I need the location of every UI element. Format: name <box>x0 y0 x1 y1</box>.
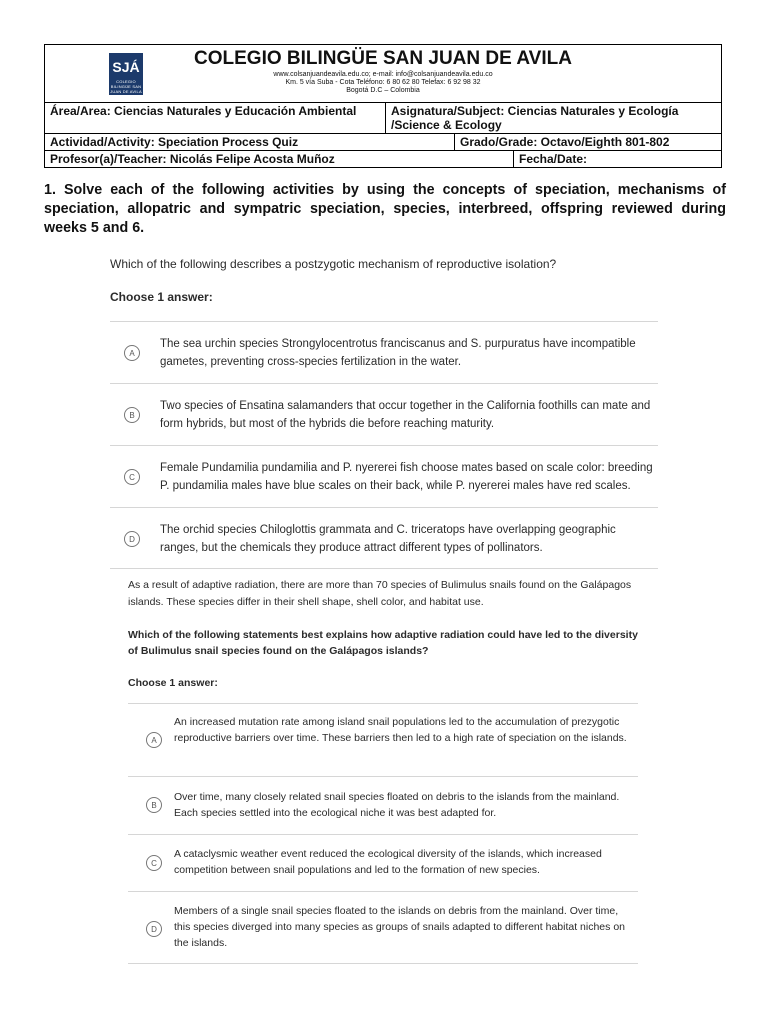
option-text: The sea urchin species Strongylocentrotus franciscanus and S. purpuratus have incompatible gametes, preventing cross-species fertilization in the water. <box>160 338 636 368</box>
answer-option-d[interactable] <box>110 507 658 569</box>
header-row-area <box>45 103 721 134</box>
answer-option-b[interactable] <box>110 383 658 445</box>
school-name: COLEGIO BILINGÜE SAN JUAN DE AVILA <box>194 48 572 69</box>
answer-option-a[interactable] <box>128 703 638 776</box>
option-radio-b[interactable]: B <box>124 407 140 423</box>
option-text: An increased mutation rate among island snail populations led to the accumulation of prezygotic reproductive barriers over time. These barriers then led to a high rate of speciation on the islands. <box>174 716 627 744</box>
contact-line: Km. 5 vía Suba - Cota Teléfono: 6 80 62 80 Telefax: 6 92 98 32 <box>285 79 481 86</box>
question-1 <box>110 256 658 569</box>
school-banner <box>45 45 721 103</box>
subject-cell: Asignatura/Subject: Ciencias Naturales y Ecología /Science & Ecology <box>385 103 721 133</box>
contact-line: Bogotá D.C – Colombia <box>346 87 420 94</box>
option-radio-a[interactable]: A <box>124 345 140 361</box>
option-text: The orchid species Chiloglottis grammata and C. triceratops have overlapping geographic ranges, but the chemicals they produce attract different types of pollinators. <box>160 524 616 554</box>
instructions: 1. Solve each of the following activities by using the concepts of speciation, mechanisms of speciation, allopatric and sympatric speciation, species, interbreed, offspring reviewed during weeks 5 and 6. <box>44 182 726 236</box>
logo-text: SJÁ <box>112 59 140 75</box>
header-row-teacher <box>45 151 721 167</box>
question-2-intro: As a result of adaptive radiation, there are more than 70 species of Bulimulus snails found on the Galápagos islands. These species differ in their shell shape, shell color, and habitat use. <box>128 579 632 608</box>
school-contact <box>45 71 721 95</box>
option-radio-d[interactable]: D <box>146 921 162 937</box>
grade-cell: Grado/Grade: Octavo/Eighth 801-802 <box>454 134 721 150</box>
date-cell: Fecha/Date: <box>513 151 721 167</box>
area-cell: Área/Area: Ciencias Naturales y Educación Ambiental <box>50 104 357 118</box>
option-text: Two species of Ensatina salamanders that occur together in the California foothills can mate and form hybrids, but most of the hybrids die before reaching maturity. <box>160 400 651 430</box>
document-header <box>44 44 722 168</box>
option-radio-d[interactable]: D <box>124 531 140 547</box>
option-text: A cataclysmic weather event reduced the ecological diversity of the islands, which increased competition between snail populations and led to the formation of new species. <box>174 848 602 876</box>
question-2-title: Which of the following statements best explains how adaptive radiation could have led to the diversity of Bulimulus snail species found on the Galápagos islands? <box>128 629 638 657</box>
choose-label: Choose 1 answer: <box>110 290 213 304</box>
choose-label: Choose 1 answer: <box>128 677 218 689</box>
answer-option-c[interactable] <box>110 445 658 507</box>
question-2 <box>128 703 638 964</box>
answer-option-b[interactable] <box>128 776 638 834</box>
answer-option-a[interactable] <box>110 321 658 383</box>
contact-line: www.colsanjuandeavila.edu.co; e-mail: info@colsanjuandeavila.edu.co <box>273 71 493 78</box>
option-text: Over time, many closely related snail species floated on debris to the islands from the mainland. Each species settled into the ecological niche it was best adapted for. <box>174 791 620 819</box>
option-text: Female Pundamilia pundamilia and P. nyererei fish choose mates based on scale color: breeding P. pundamilia males have blue scales on their back, while P. nyererei males have red scales. <box>160 462 653 492</box>
option-radio-c[interactable]: C <box>146 855 162 871</box>
teacher-cell: Profesor(a)/Teacher: Nicolás Felipe Acosta Muñoz <box>50 152 335 166</box>
answer-option-c[interactable] <box>128 834 638 891</box>
question-title: Which of the following describes a postzygotic mechanism of reproductive isolation? <box>110 257 557 271</box>
option-text: Members of a single snail species floated to the islands on debris from the mainland. Over time, this species diverged into many species as groups of snails adapted to different habitat niches on the islands. <box>174 905 625 949</box>
answer-option-d[interactable] <box>128 891 638 964</box>
logo-subtext: COLEGIO BILINGÜE SAN JUAN DE AVILA <box>110 79 142 94</box>
option-radio-a[interactable]: A <box>146 732 162 748</box>
option-radio-b[interactable]: B <box>146 797 162 813</box>
header-row-activity <box>45 134 721 151</box>
activity-cell: Actividad/Activity: Speciation Process Quiz <box>50 135 299 149</box>
option-radio-c[interactable]: C <box>124 469 140 485</box>
